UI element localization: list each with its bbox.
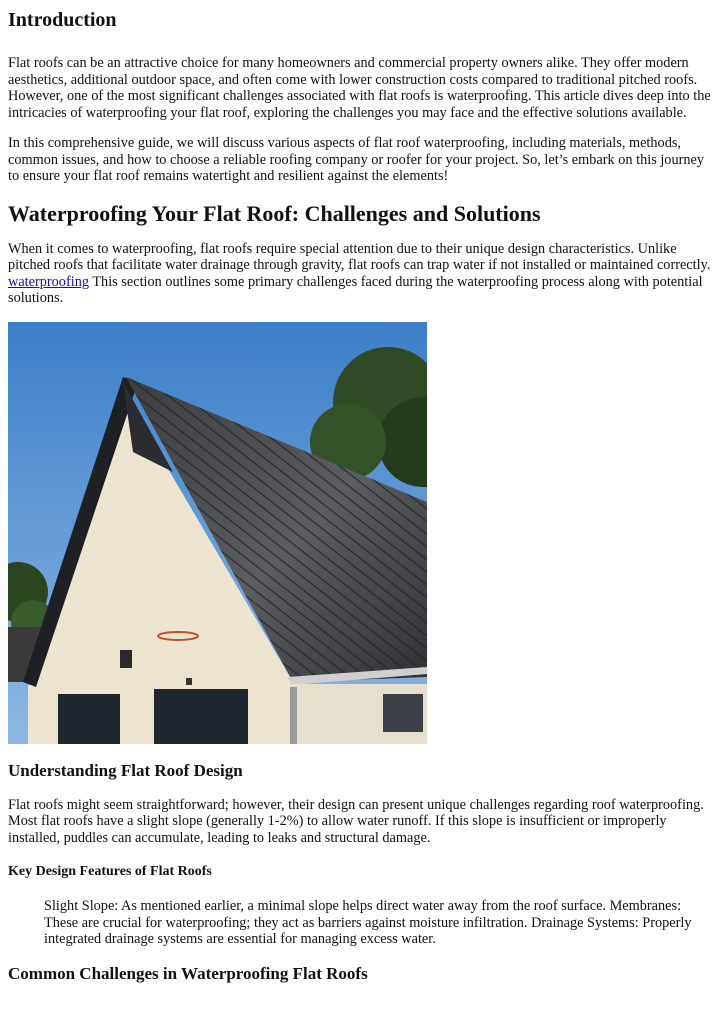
waterproofing-link[interactable]: waterproofing: [8, 273, 89, 290]
intro-paragraph-2: In this comprehensive guide, we will discuss various aspects of flat roof waterproofing, including materials, methods, common issues, and how to choose a reliable roofing company or roofer for your project. So, let’s embark on this journey to ensure your flat roof remains watertight and resilient against the elements!: [8, 135, 705, 184]
intro-heading: Introduction: [8, 9, 117, 31]
section-paragraph: When it comes to waterproofing, flat roofs require special attention due to their unique design characteristics. Unlike pitched roofs that facilitate water drainage through gravity, flat roofs can trap water if not installed or maintained correctly. waterproofing This section outlines some primary challenges faced during the waterproofing process along with potential solutions.: [8, 240, 711, 306]
design-paragraph: Flat roofs might seem straightforward; however, their design can present unique challenges regarding roof waterproofing. Most flat roofs have a slight slope (generally 1-2%) to allow water runoff. If this slope is insufficient or improperly installed, puddles can accumulate, leading to leaks and structural damage.: [8, 796, 704, 846]
challenges-heading: Common Challenges in Waterproofing Flat Roofs: [8, 963, 368, 983]
features-blockquote: Slight Slope: As mentioned earlier, a minimal slope helps direct water away from the roof surface. Membranes: These are crucial for waterproofing; they act as barriers against moisture infiltration. Drainage Systems: Properly integrated drainage systems are essential for managing excess water.: [44, 898, 692, 947]
features-heading: Key Design Features of Flat Roofs: [8, 864, 212, 879]
section-heading: Waterproofing Your Flat Roof: Challenges and Solutions: [8, 200, 541, 226]
design-heading: Understanding Flat Roof Design: [8, 760, 243, 780]
house-roof-photo: [8, 322, 427, 744]
article: [0, 8, 720, 985]
intro-paragraph-1: Flat roofs can be an attractive choice for many homeowners and commercial property owners alike. They offer modern aesthetics, additional outdoor space, and often come with lower construction costs compared to traditional pitched roofs. However, one of the most significant challenges associated with flat roofs is waterproofing. This article dives deep into the intricacies of waterproofing your flat roof, exploring the challenges you may face and the effective solutions available.: [8, 55, 711, 121]
